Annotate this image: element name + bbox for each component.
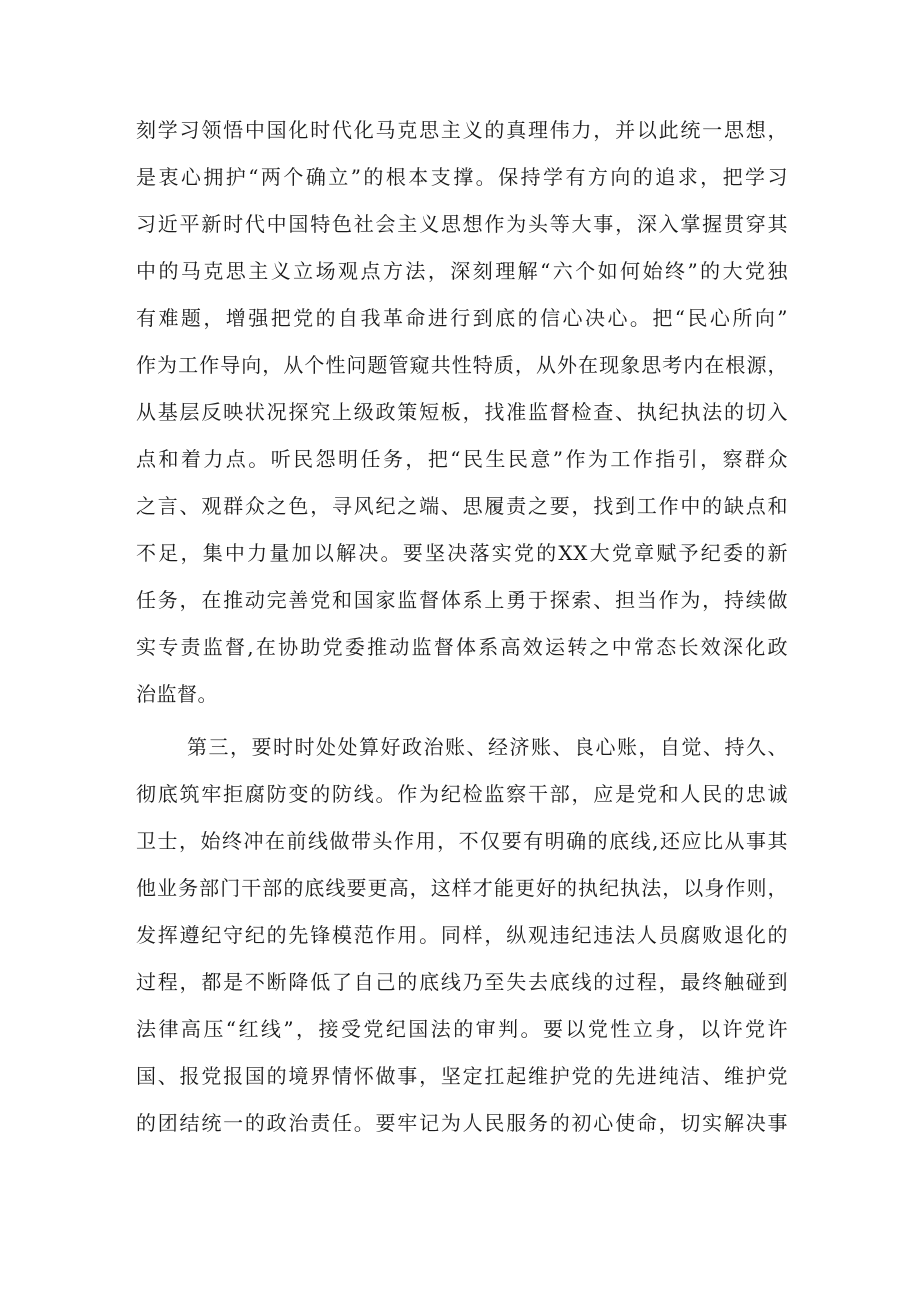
- text-line-first: 第三，要时时处处算好政治账、经济账、良心账，自觉、持久、: [187, 735, 788, 759]
- text-line: 过程，都是不断降低了自己的底线乃至失去底线的过程，最终触碰到: [136, 970, 788, 994]
- text-line: 治监督。: [136, 682, 218, 706]
- text-line: 法律高压“红线”，接受党纪国法的审判。要以党性立身，以许党许: [136, 1017, 788, 1041]
- text-line: 刻学习领悟中国化时代化马克思主义的真理伟力，并以此统一思想，: [136, 118, 788, 142]
- text-line: 作为工作导向，从个性问题管窥共性特质，从外在现象思考内在根源，: [136, 353, 788, 377]
- text-line: 卫士，始终冲在前线做带头作用，不仅要有明确的底线,还应比从事其: [136, 829, 788, 853]
- text-line: 彻底筑牢拒腐防变的防线。作为纪检监察干部，应是党和人民的忠诚: [136, 782, 788, 806]
- text-line: 点和着力点。听民怨明任务，把“民生民意”作为工作指引，察群众: [136, 447, 788, 471]
- text-line: 发挥遵纪守纪的先锋模范作用。同样，纵观违纪违法人员腐败退化的: [136, 923, 788, 947]
- text-line: 他业务部门干部的底线要更高，这样才能更好的执纪执法，以身作则，: [136, 876, 788, 900]
- text-line: 不足，集中力量加以解决。要坚决落实党的XX大党章赋予纪委的新: [136, 541, 788, 565]
- text-line: 从基层反映状况探究上级政策短板，找准监督检查、执纪执法的切入: [136, 400, 788, 424]
- text-line: 实专责监督,在协助党委推动监督体系高效运转之中常态长效深化政: [136, 635, 788, 659]
- text-line: 中的马克思主义立场观点方法，深刻理解“六个如何始终”的大党独: [136, 259, 788, 283]
- text-line: 习近平新时代中国特色社会主义思想作为头等大事，深入掌握贯穿其: [136, 212, 788, 236]
- text-line: 之言、观群众之色，寻风纪之端、思履责之要，找到工作中的缺点和: [136, 494, 788, 518]
- text-line: 是衷心拥护“两个确立”的根本支撑。保持学有方向的追求，把学习: [136, 165, 788, 189]
- paragraph-continued: [136, 107, 788, 718]
- text-line: 的团结统一的政治责任。要牢记为人民服务的初心使命，切实解决事: [136, 1111, 788, 1135]
- paragraph-third-point: [136, 724, 788, 1147]
- text-line: 国、报党报国的境界情怀做事，坚定扛起维护党的先进纯洁、维护党: [136, 1064, 788, 1088]
- text-line: 有难题，增强把党的自我革命进行到底的信心决心。把“民心所向”: [136, 306, 788, 330]
- text-line: 任务，在推动完善党和国家监督体系上勇于探索、担当作为，持续做: [136, 588, 788, 612]
